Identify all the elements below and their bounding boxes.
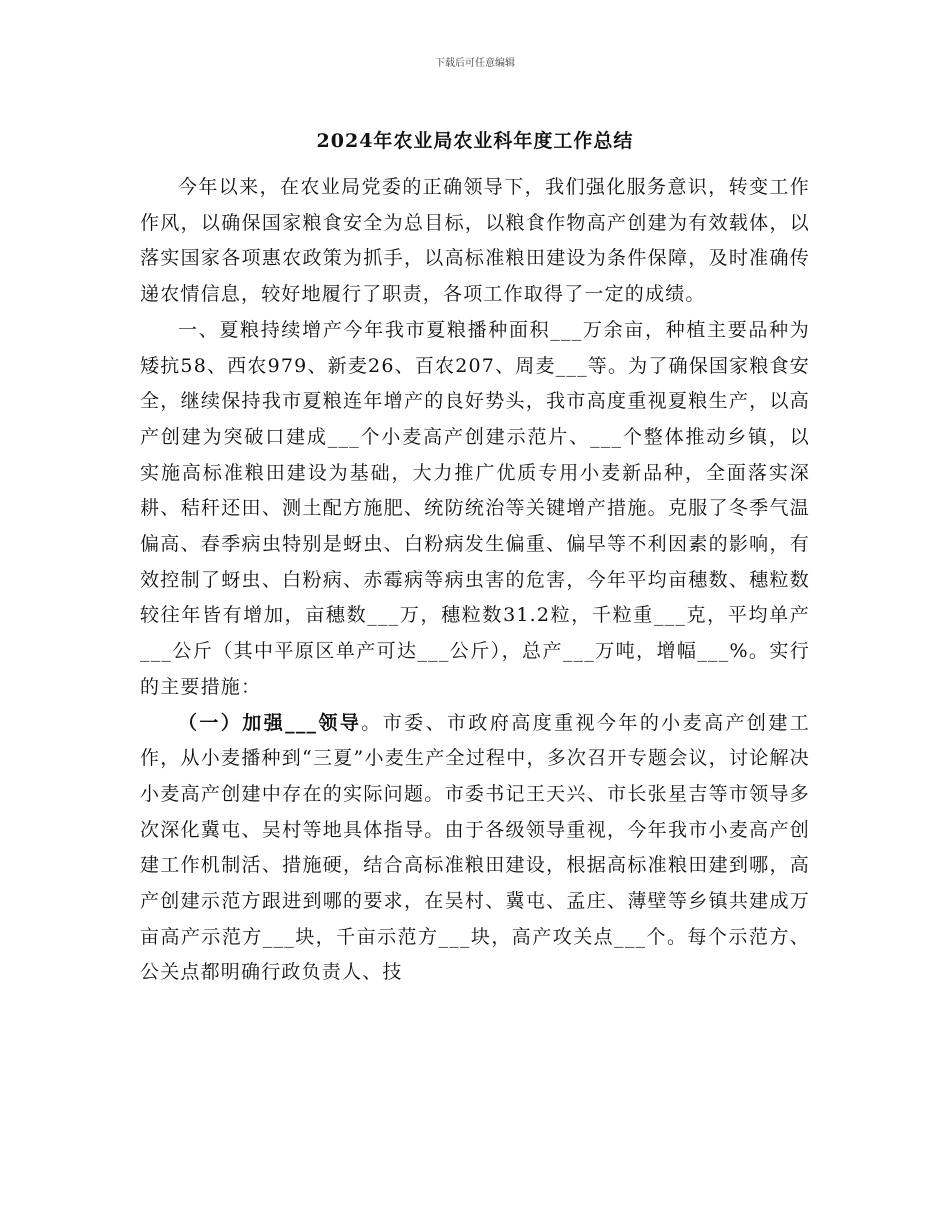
document-title: 2024年农业局农业科年度工作总结 <box>316 130 634 152</box>
paragraph-intro: 今年以来，在农业局党委的正确领导下，我们强化服务意识，转变工作作风，以确保国家粮食安全为总目标，以粮食作物高产创建为有效载体，以落实国家各项惠农政策为抓手，以高标准粮田建设为条件保障，及时准确传递农情信息，较好地履行了职责，各项工作取得了一定的成绩。 <box>140 176 810 306</box>
paragraph-leadership-text: 。市委、市政府高度重视今年的小麦高产创建工作，从小麦播种到“三夏”小麦生产全过程中，多次召开专题会议，讨论解决小麦高产创建中存在的实际问题。市委书记王天兴、市长张星吉等市领导多次深化冀屯、吴村等地具体指导。由于各级领导重视，今年我市小麦高产创建工作机制活、措施硬，结合高标准粮田建设，根据高标准粮田建到哪，高产创建示范方跟进到哪的要求，在吴村、冀屯、孟庄、薄壁等乡镇共建成万亩高产示范方___块，千亩示范方___块，高产攻关点___个。每个示范方、公关点都明确行政负责人、技 <box>140 711 810 984</box>
header-note: 下载后可任意编辑 <box>435 58 515 69</box>
paragraph-summer-grain: 一、夏粮持续增产今年我市夏粮播种面积___万余亩，种植主要品种为矮抗58、西农979、新麦26、百农207、周麦___等。为了确保国家粮食安全，继续保持我市夏粮连年增产的良好势头，我市高度重视夏粮生产，以高产创建为突破口建成___个小麦高产创建示范片、___个整体推动乡镇，以实施高标准粮田建设为基础，大力推广优质专用小麦新品种，全面落实深耕、秸秆还田、测土配方施肥、统防统治等关键增产措施。克服了冬季气温偏高、春季病虫特别是蚜虫、白粉病发生偏重、偏早等不利因素的影响，有效控制了蚜虫、白粉病、赤霉病等病虫害的危害，今年平均亩穗数、穗粒数较往年皆有增加，亩穗数___万，穗粒数31.2粒，千粒重___克，平均单产___公斤（其中平原区单产可达___公斤），总产___万吨，增幅___%。实行的主要措施： <box>140 318 810 698</box>
paragraph-leadership <box>140 706 810 992</box>
paragraph-leadership-heading: （一）加强___领导 <box>178 711 362 734</box>
document-body <box>140 170 810 991</box>
